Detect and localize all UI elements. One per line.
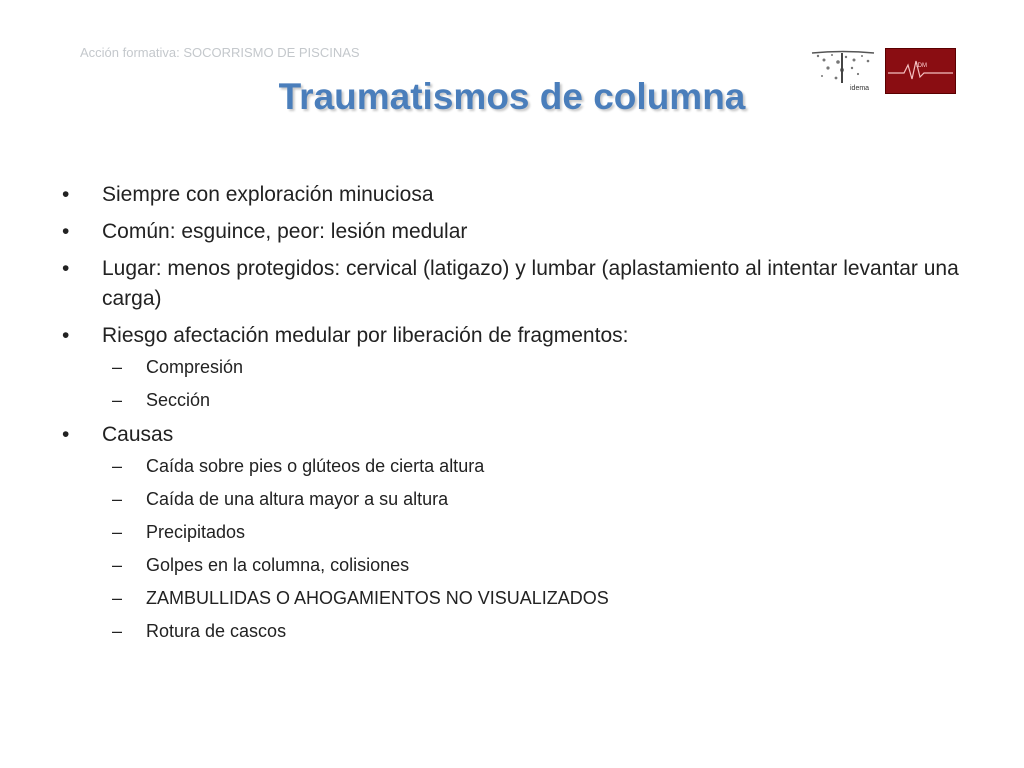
course-header: Acción formativa: SOCORRISMO DE PISCINAS — [80, 45, 360, 60]
bullet-item — [62, 420, 962, 450]
bullet-dot-icon: • — [62, 220, 70, 243]
dash-icon: – — [112, 489, 123, 509]
bullet-text: Común: esguince, peor: lesión medular — [102, 220, 468, 243]
bullet-item — [62, 321, 962, 351]
dash-icon: – — [112, 357, 123, 377]
sub-item — [62, 552, 962, 578]
sub-item — [62, 519, 962, 545]
dash-icon: – — [112, 522, 123, 542]
slide-title: Traumatismos de columna — [278, 76, 746, 117]
dash-icon: – — [112, 555, 123, 575]
sub-text: Sección — [146, 390, 211, 410]
dash-icon: – — [112, 621, 123, 641]
sub-text: Caída de una altura mayor a su altura — [146, 489, 449, 509]
sub-text: Golpes en la columna, colisiones — [146, 555, 410, 575]
idm-logo-text: IDM — [916, 63, 927, 69]
sub-list — [62, 453, 962, 644]
bullet-item — [62, 254, 962, 314]
sub-text: ZAMBULLIDAS O AHOGAMIENTOS NO VISUALIZADOS — [146, 588, 609, 608]
bullet-item — [62, 217, 962, 247]
bullet-dot-icon: • — [62, 183, 70, 206]
bullet-text: Lugar: menos protegidos: cervical (latigazo) y lumbar (aplastamiento al intentar levantar una carga) — [102, 257, 959, 310]
sub-item — [62, 387, 962, 413]
sub-list — [62, 354, 962, 413]
dash-icon: – — [112, 456, 123, 476]
bullet-dot-icon: • — [62, 423, 70, 446]
bullet-text: Siempre con exploración minuciosa — [102, 183, 434, 206]
sub-item — [62, 618, 962, 644]
idema-logo-text: idema — [850, 85, 870, 92]
dash-icon: – — [112, 588, 123, 608]
bullet-list — [62, 180, 962, 651]
bullet-text: Riesgo afectación medular por liberación de fragmentos: — [102, 324, 629, 347]
bullet-item — [62, 180, 962, 210]
sub-item — [62, 354, 962, 380]
sub-item — [62, 585, 962, 611]
sub-item — [62, 486, 962, 512]
bullet-dot-icon: • — [62, 324, 70, 347]
sub-text: Caída sobre pies o glúteos de cierta altura — [146, 456, 485, 476]
sub-text: Rotura de cascos — [146, 621, 287, 641]
bullet-text: Causas — [102, 423, 174, 446]
sub-text: Precipitados — [146, 522, 246, 542]
sub-text: Compresión — [146, 357, 244, 377]
dash-icon: – — [112, 390, 123, 410]
sub-item — [62, 453, 962, 479]
bullet-dot-icon: • — [62, 257, 70, 280]
